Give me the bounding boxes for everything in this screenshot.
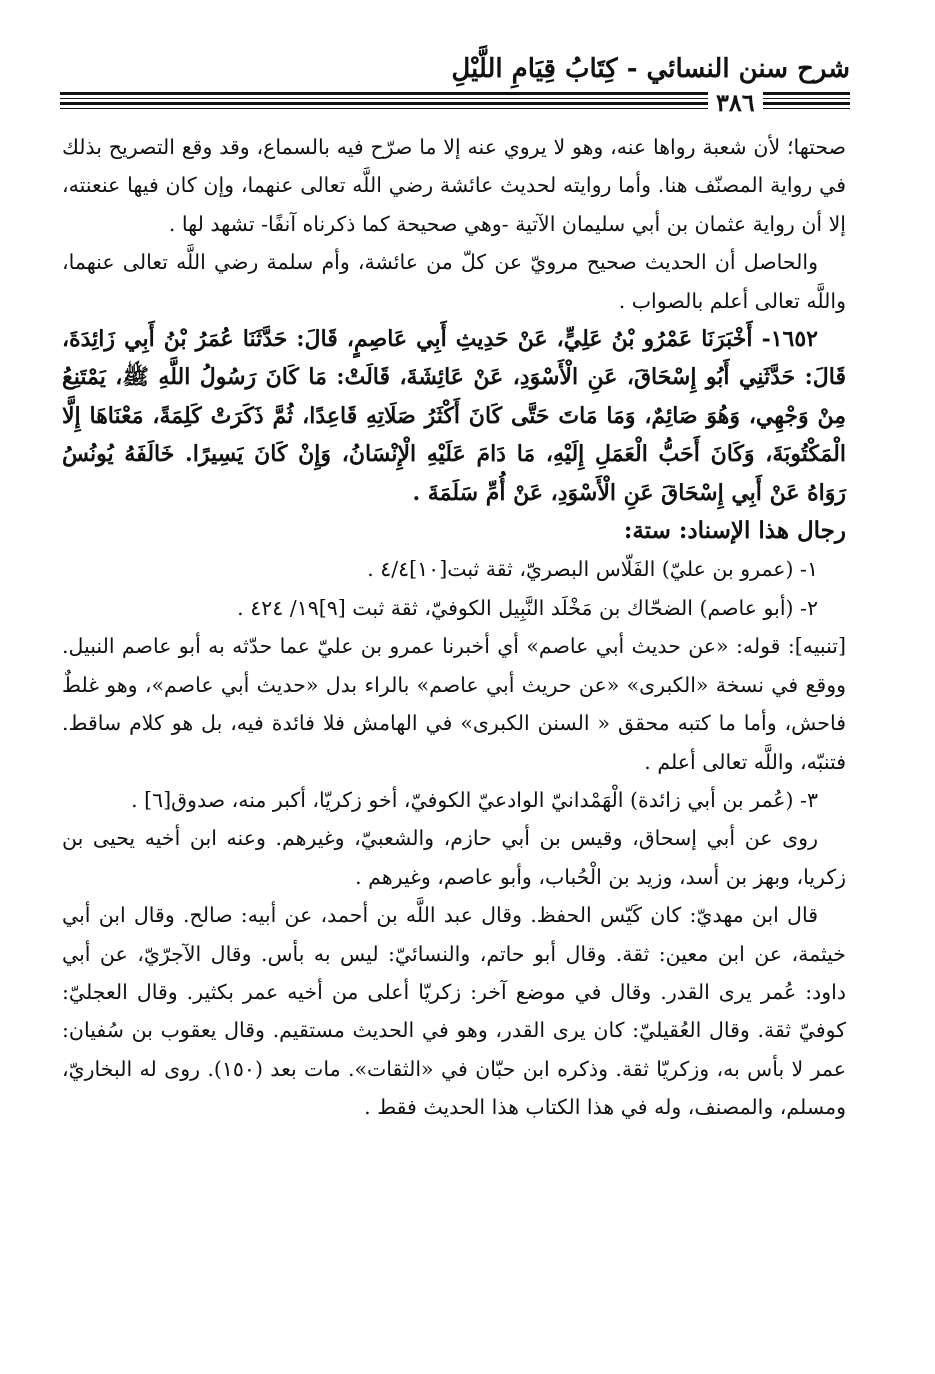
hadith-text: ١٦٥٢- أَخْبَرَنَا عَمْرُو بْنُ عَلِيٍّ، عَنْ حَدِيثِ أَبِي عَاصِمٍ، قَالَ: حَدَّثَنَا عُمَرُ بْنُ أَبِي زَائِدَةَ، قَالَ: حَدَّثَنِي أَبُو إِسْحَاقَ، عَنِ الْأَسْوَدِ، عَنْ عَائِشَةَ، قَالَتْ: مَا كَانَ رَسُولُ اللَّهِ ﷺ، يَمْتَنِعُ مِنْ وَجْهِي، وَهُوَ صَائِمٌ، وَمَا مَاتَ حَتَّى كَانَ أَكْثَرُ صَلَاتِهِ قَاعِدًا، ثُمَّ ذَكَرَتْ كَلِمَةً، مَعْنَاهَا إِلَّا الْمَكْتُوبَةَ، وَكَانَ أَحَبُّ الْعَمَلِ إِلَيْهِ، مَا دَامَ عَلَيْهِ الْإِنْسَانُ، وَإِنْ كَانَ يَسِيرًا. خَالَفَهُ يُونُسُ رَوَاهُ عَنْ أَبِي إِسْحَاقَ عَنِ الْأَسْوَدِ، عَنْ أُمِّ سَلَمَةَ . — [62, 326, 846, 506]
page-body — [62, 128, 846, 1127]
paragraph: صحتها؛ لأن شعبة رواها عنه، وهو لا يروي عنه إلا ما صرّح فيه بالسماع، وقد وقع التصريح بذلك في رواية المصنّف هنا. وأما روايته لحديث عائشة رضي اللَّه تعالى عنهما، وإن كان فيها عنعنته، إلا أن رواية عثمان بن أبي سليمان الآتية -وهي صحيحة كما ذكرناه آنفًا- تشهد لها . — [62, 135, 846, 236]
section-heading: رجال هذا الإسناد: ستة: — [623, 517, 846, 545]
note-paragraph: [تنبيه]: قوله: «عن حديث أبي عاصم» أي أخبرنا عمرو بن عليّ عما حدّثه به أبو عاصم النبيل. ووقع في نسخة «الكبرى» «عن حريث أبي عاصم» بالراء بدل «حديث أبي عاصم»، وهو غلطٌ فاحش، وأما ما كتبه محقق « السنن الكبرى» في الهامش فلا فائدة فيه، بل هو كلام ساقط. فتنبّه، واللَّه تعالى أعلم . — [62, 634, 846, 774]
paragraph: روى عن أبي إسحاق، وقيس بن أبي حازم، والشعبيّ، وغيرهم. وعنه ابن أخيه يحيى بن زكريا، وبهز بن أسد، وزيد بن الْحُباب، وأبو عاصم، وغيرهم . — [62, 826, 846, 889]
narrator-entry: ٢- (أبو عاصم) الضحّاك بن مَخْلَد النَّبِيل الكوفيّ، ثقة ثبت [٩]١٩/ ٤٢٤ . — [237, 595, 818, 620]
page-header — [60, 48, 850, 118]
narrator-entry: ١- (عمرو بن عليّ) الفَلّاس البصريّ، ثقة ثبت[١٠]٤/٤ . — [367, 557, 818, 582]
running-title: شرح سنن النسائي - كِتَابُ قِيَامِ اللَّيْلِ — [451, 54, 850, 84]
paragraph: والحاصل أن الحديث صحيح مرويّ عن كلّ من عائشة، وأم سلمة رضي اللَّه تعالى عنهما، واللَّه تعالى أعلم بالصواب . — [62, 250, 846, 313]
paragraph: قال ابن مهديّ: كان كَيّس الحفظ. وقال عبد اللَّه بن أحمد، عن أبيه: صالح. وقال ابن أبي خيثمة، عن ابن معين: ثقة. وقال أبو حاتم، والنسائيّ: ليس به بأس. وقال الآجرّيّ، عن أبي داود: عُمر يرى القدر. وقال في موضع آخر: زكريّا أعلى من أخيه عمر بكثير. وقال العجليّ: كوفيّ ثقة. وقال العُقيليّ: كان يرى القدر، وهو في الحديث مستقيم. وقال يعقوب بن سُفيان: عمر لا بأس به، وزكريّا ثقة. وذكره ابن حبّان في «الثقات». مات بعد (١٥٠). روى له البخاريّ، ومسلم، والمصنف، وله في هذا الكتاب هذا الحديث فقط . — [62, 903, 846, 1120]
page-number: ٣٨٦ — [708, 88, 763, 117]
narrator-entry: ٣- (عُمر بن أبي زائدة) الْهَمْدانيّ الوادعيّ الكوفيّ، أخو زكريّا، أكبر منه، صدوق[٦] . — [131, 787, 818, 812]
